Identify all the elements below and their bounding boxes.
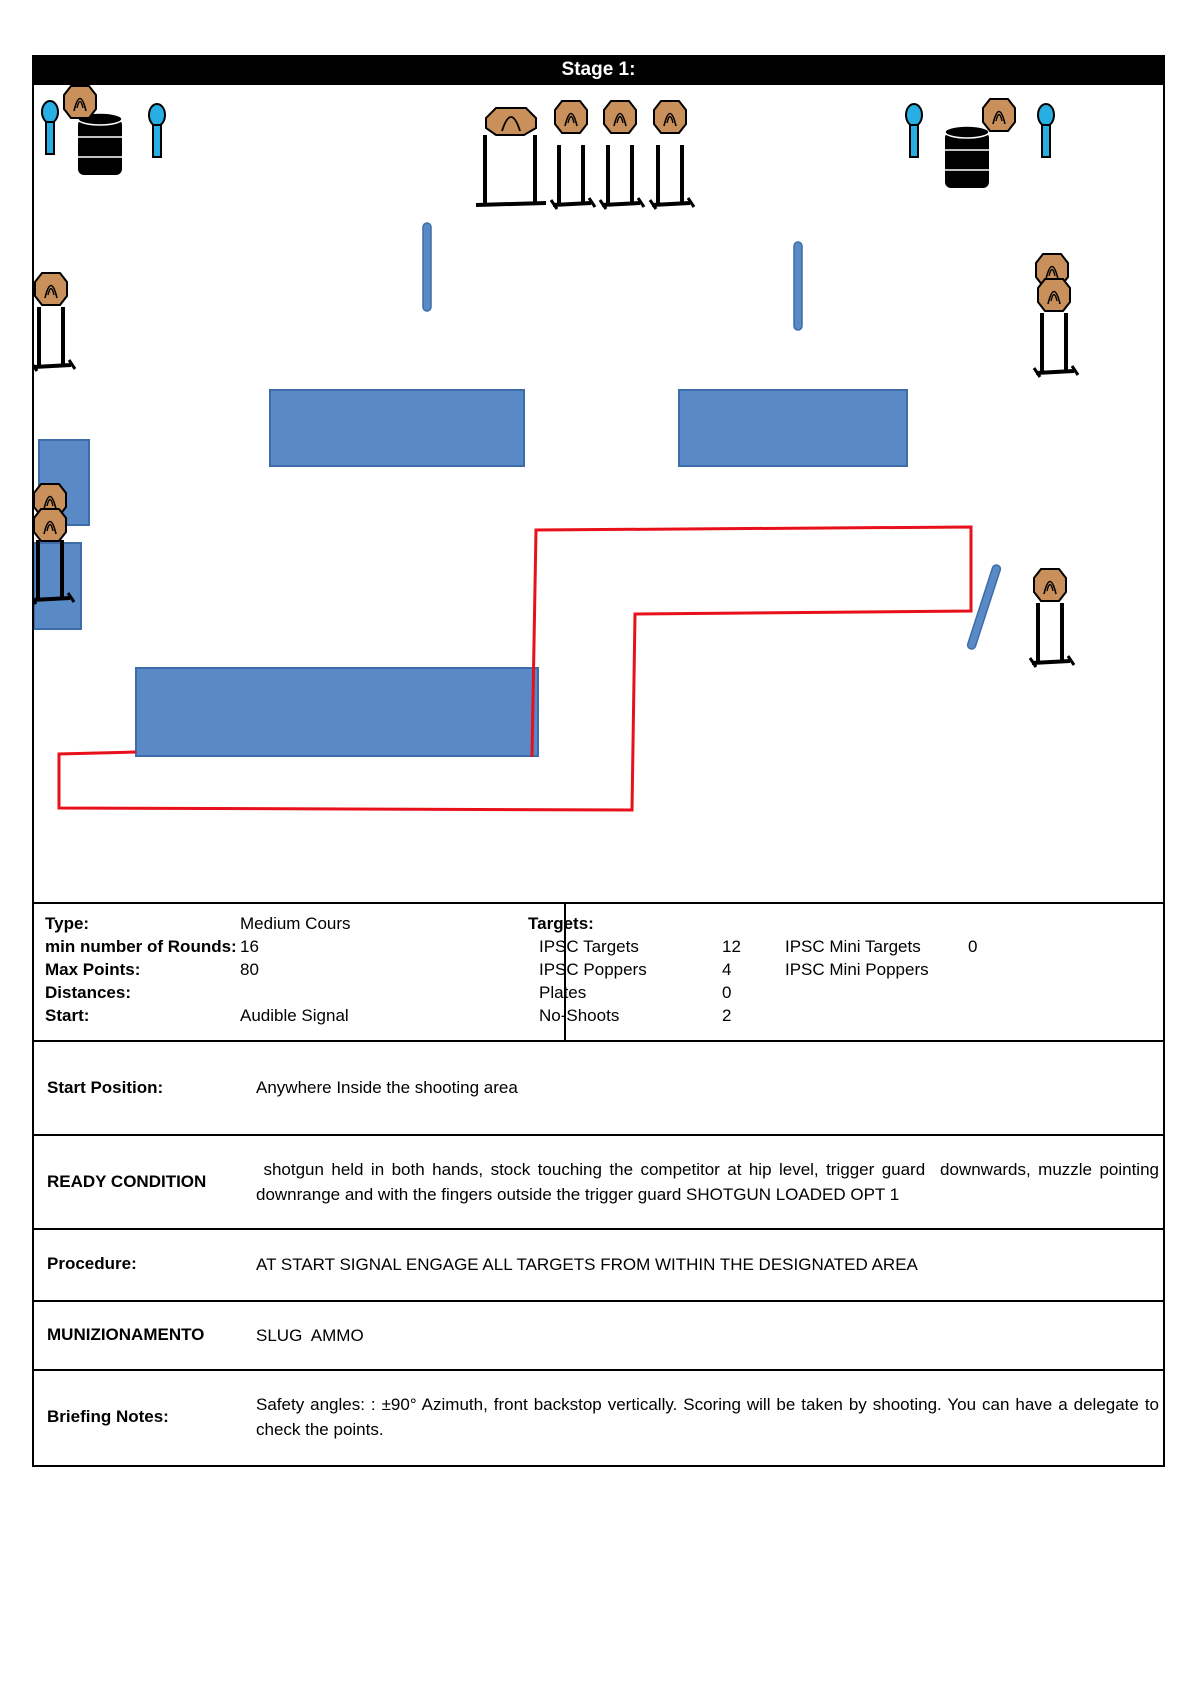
procedure-row xyxy=(32,1228,1165,1300)
ipsc-target-icon xyxy=(476,108,546,205)
ipsc-target-icon xyxy=(1030,569,1074,667)
barrier xyxy=(34,543,81,629)
briefing-row xyxy=(32,1369,1165,1467)
ipsc-target-icon xyxy=(551,101,595,209)
briefing-label: Briefing Notes: xyxy=(47,1407,169,1426)
munizionamento-value: SLUG AMMO xyxy=(256,1326,364,1345)
points-value: 80 xyxy=(240,960,259,979)
stage-info xyxy=(32,902,1165,1040)
barrier xyxy=(679,390,907,466)
type-value: Medium Cours xyxy=(240,914,351,933)
start-position-label: Start Position: xyxy=(47,1078,164,1097)
barrel-icon xyxy=(945,126,989,188)
ipsc-target-icon xyxy=(34,273,75,371)
targets-label: Targets: xyxy=(528,914,594,933)
ready-condition-value: shotgun held in both hands, stock touching the competitor at hip level, trigger guard downwards, muzzle pointing downrange and with the fingers outside the trigger guard SHOTGUN LOADED OPT 1 xyxy=(256,1160,1164,1204)
target-name: IPSC Mini Poppers xyxy=(785,960,929,979)
munizionamento-row xyxy=(32,1300,1165,1369)
ipsc-target-icon xyxy=(600,101,644,209)
type-label: Type: xyxy=(45,914,90,933)
ipsc-target-icon xyxy=(1034,254,1078,377)
target-count: 12 xyxy=(722,937,741,956)
target-name: Plates xyxy=(539,983,587,1002)
rounds-value: 16 xyxy=(240,937,259,956)
points-label: Max Points: xyxy=(45,960,141,979)
popper-icon xyxy=(42,101,58,154)
popper-icon xyxy=(906,104,922,157)
barrier xyxy=(136,668,538,756)
wall-icon xyxy=(423,223,431,311)
ipsc-target-icon xyxy=(650,101,694,209)
target-count: 4 xyxy=(722,960,732,979)
munizionamento-label: MUNIZIONAMENTO xyxy=(47,1325,205,1344)
procedure-value: AT START SIGNAL ENGAGE ALL TARGETS FROM WITHIN THE DESIGNATED AREA xyxy=(256,1255,918,1274)
popper-icon xyxy=(1038,104,1054,157)
target-count: 0 xyxy=(968,937,978,956)
ipsc-target-icon xyxy=(983,99,1015,131)
stage-title: Stage 1: xyxy=(32,55,1165,85)
ready-condition-row xyxy=(32,1134,1165,1228)
briefing-value: Safety angles: : ±90° Azimuth, front backstop vertically. Scoring will be taken by shooting. You can have a delegate to check the points. xyxy=(256,1395,1159,1439)
rounds-label: min number of Rounds: xyxy=(45,937,237,956)
wall-icon xyxy=(794,242,802,330)
start-position-row xyxy=(32,1040,1165,1134)
start-position-value: Anywhere Inside the shooting area xyxy=(256,1078,518,1097)
start-value: Audible Signal xyxy=(240,1006,349,1025)
target-count: 2 xyxy=(722,1006,732,1025)
stage-diagram xyxy=(32,85,1165,902)
stage-diagram-svg xyxy=(34,85,1163,902)
target-name: IPSC Mini Targets xyxy=(785,937,921,956)
target-name: IPSC Poppers xyxy=(539,960,647,979)
barrel-icon xyxy=(78,113,122,175)
popper-icon xyxy=(149,104,165,157)
ready-condition-label: READY CONDITION xyxy=(47,1172,207,1191)
target-name: IPSC Targets xyxy=(539,937,639,956)
barrier xyxy=(270,390,524,466)
target-count: 0 xyxy=(722,983,732,1002)
procedure-label: Procedure: xyxy=(47,1254,137,1273)
ipsc-target-icon xyxy=(64,86,96,118)
stage-sheet xyxy=(32,55,1165,1467)
start-label: Start: xyxy=(45,1006,90,1025)
distances-label: Distances: xyxy=(45,983,131,1002)
target-name: No-Shoots xyxy=(539,1006,620,1025)
